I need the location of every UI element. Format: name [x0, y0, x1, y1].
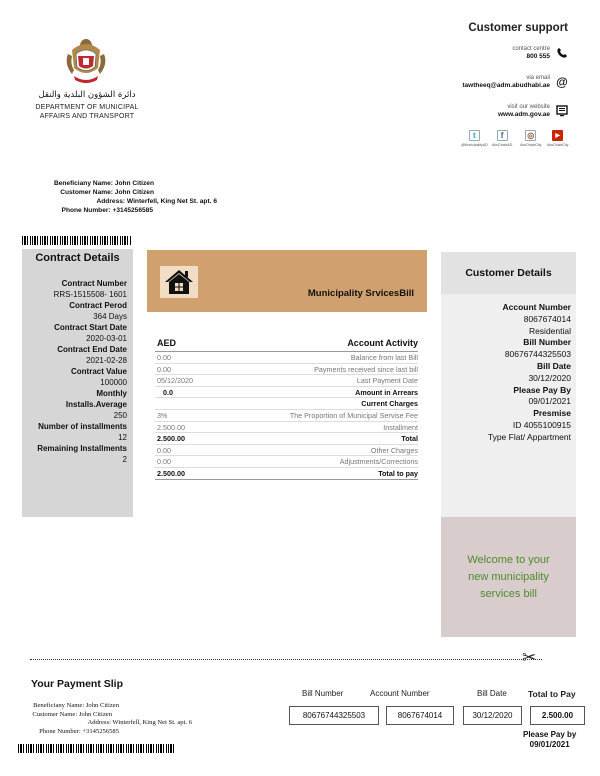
contract-details-list — [37, 278, 127, 465]
table-row: 2.500.00 Installment — [157, 422, 418, 432]
remaining-installments-label: Remaining Installments — [37, 444, 127, 453]
welcome-message: Welcome to your new municipality services bill — [441, 517, 576, 637]
remaining-installments-value: 2 — [122, 455, 127, 464]
bill-number-label: Bill Number — [523, 337, 571, 348]
customer-support-title: Customer support — [468, 22, 568, 34]
social-twitter[interactable]: t @MunicipalityAD — [461, 131, 488, 147]
pay-by-label: Please Pay By — [513, 384, 571, 395]
house-icon — [160, 266, 198, 298]
slip-barcode — [18, 744, 176, 753]
customer-name: Customer Name: John Citizen — [60, 189, 154, 196]
contact-centre — [512, 45, 569, 61]
beneficiary-name: Beneficiany Name: John Citizen — [53, 180, 154, 187]
bill-banner — [147, 250, 427, 312]
scissors-icon: ✂ — [522, 648, 537, 667]
table-row: 0.00 Other Charges — [157, 445, 418, 455]
instagram-icon: ◎ — [525, 130, 536, 141]
barcode — [22, 236, 132, 245]
support-website-url[interactable]: www.adm.gov.ae — [497, 111, 550, 118]
slip-beneficiary-info: Beneficiany Name: John Citizen Customer Name: John Citizen Address: Winterfell, King Net St. apt. 6 Phone Number: +3145256585 — [32, 702, 192, 735]
slip-total-header: Total to Pay — [528, 689, 576, 699]
support-email — [462, 74, 569, 90]
contract-start-value: 2020-03-01 — [86, 334, 127, 343]
contract-value-label: Contract Value — [70, 367, 127, 376]
department-name-arabic: دائرة الشؤون البلدية والنقل — [38, 90, 136, 100]
customer-details-title: Customer Details — [441, 252, 576, 294]
contract-end-value: 2021-02-28 — [86, 356, 127, 365]
account-number-label: Account Number — [502, 302, 571, 312]
installments-count-label: Number of installments — [38, 422, 127, 431]
account-number-value: 8067674014 — [523, 313, 571, 324]
contract-number-label: Contract Number — [61, 279, 127, 288]
slip-bill-number: 80676744325503 — [289, 706, 379, 725]
contract-details-panel — [22, 249, 133, 517]
table-row: 0.00 Balance from last Bill — [157, 353, 418, 362]
contract-details-title: Contract Details — [35, 252, 120, 264]
account-type: Residential — [528, 325, 571, 336]
social-youtube[interactable]: ▶ AbuDhabiCity — [547, 130, 568, 147]
bill-date-value: 30/12/2020 — [528, 372, 571, 383]
youtube-icon: ▶ — [552, 130, 563, 141]
slip-pay-by: Please Pay by 09/01/2021 — [523, 730, 577, 749]
social-instagram[interactable]: ◎ AbuDhabiCity — [520, 131, 542, 147]
slip-bill-date-header: Bill Date — [477, 689, 507, 698]
contact-centre-number: 800 555 — [526, 53, 550, 60]
twitter-icon: t — [469, 130, 480, 141]
customer-details-panel — [441, 252, 576, 517]
at-sign-icon: @ — [556, 75, 568, 89]
contact-centre-label: contact centre — [512, 46, 550, 52]
account-activity-heading: Account Activity — [347, 338, 418, 348]
bill-number-value: 80676744325503 — [504, 349, 571, 360]
department-name-english: DEPARTMENT OF MUNICIPAL AFFAIRS AND TRANSPORT — [35, 104, 139, 120]
slip-account-number: 8067674014 — [386, 706, 454, 725]
installments-count-value: 12 — [118, 433, 127, 442]
support-email-label: via email — [526, 75, 550, 81]
phone-icon — [555, 46, 569, 60]
contract-period-label: Contract Perod — [69, 301, 127, 310]
table-row: 0.00 Adjustments/Corrections — [157, 457, 418, 467]
bill-title: Municipality SrvicesBill — [307, 288, 414, 299]
slip-account-number-header: Account Number — [370, 689, 430, 698]
phone-number: Phone Number: +3145256585 — [61, 207, 153, 214]
contract-period-value: 364 Days — [93, 312, 127, 321]
bill-date-label: Bill Date — [536, 360, 571, 371]
contract-value-value: 100000 — [100, 378, 127, 387]
beneficiary-info — [27, 179, 217, 215]
premise-type: Type Flat/ Appartment — [487, 431, 571, 442]
slip-bill-date: 30/12/2020 — [463, 706, 522, 725]
monitor-icon — [555, 104, 569, 118]
payment-slip-title: Your Payment Slip — [31, 678, 123, 690]
facebook-icon: f — [497, 130, 508, 141]
account-activity-table — [155, 338, 418, 480]
currency-label: AED — [157, 338, 177, 348]
abu-dhabi-emblem-logo — [64, 34, 108, 88]
table-row: Current Charges — [155, 398, 418, 410]
slip-bill-number-header: Bill Number — [302, 689, 344, 698]
pay-by-value: 09/01/2021 — [528, 396, 571, 407]
installs-average-value: 250 — [113, 411, 127, 420]
premise-id: ID 4055100915 — [512, 419, 571, 430]
support-website — [498, 103, 569, 119]
social-facebook[interactable]: f AbuDhabiAD — [492, 131, 513, 147]
table-row: 3% The Proportion of Municipal Servise Fee — [157, 410, 418, 420]
table-row: 0.0 Amount in Arrears — [155, 387, 418, 399]
support-email-address[interactable]: tawtheeq@adm.abudhabi.ae — [462, 82, 550, 89]
monthly-label: Monthly — [96, 389, 127, 398]
support-website-label: visit our website — [507, 104, 550, 110]
contract-end-label: Contract End Date — [57, 345, 127, 354]
contract-start-label: Contract Start Date — [54, 323, 127, 332]
customer-details-list — [488, 302, 571, 444]
premise-label: Presmise — [533, 408, 571, 419]
cut-line — [30, 659, 542, 660]
installs-average-label: Installs.Average — [65, 400, 127, 409]
contract-number-value: RRS-1515508- 1601 — [53, 290, 127, 299]
slip-total-amount: 2.500.00 — [530, 706, 585, 725]
table-row: 2.500.00 Total to pay — [157, 468, 418, 478]
address: Address: Winterfell, King Net St. apt. 6 — [96, 198, 217, 205]
table-row: 2.500.00 Total — [157, 434, 418, 444]
activity-header — [155, 338, 418, 352]
table-row: 05/12/2020 Last Payment Date — [157, 376, 418, 386]
table-row: 0.00 Payments received since last bill — [157, 364, 418, 374]
